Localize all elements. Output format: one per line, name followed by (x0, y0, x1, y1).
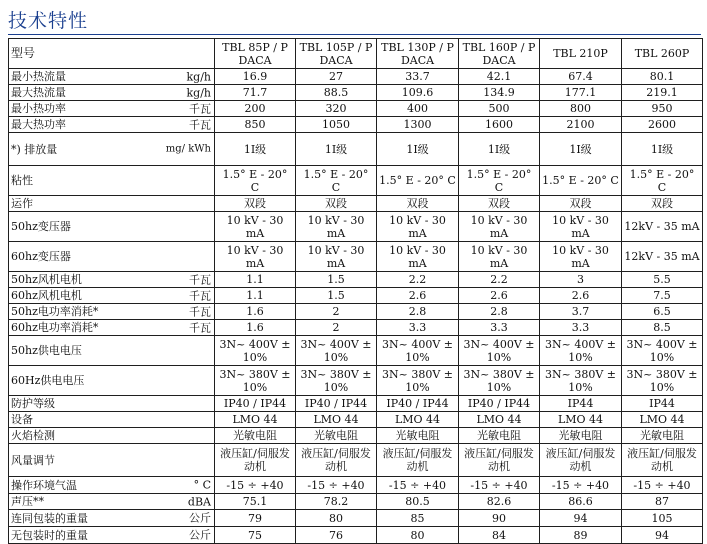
value-cell: 219.1 (622, 85, 703, 101)
value-cell: 10 kV - 30 mA (377, 212, 459, 242)
row-label-text: 最小热流量 (11, 70, 66, 83)
value-cell: 3N~ 380V ± 10% (540, 366, 622, 396)
value-cell: 1.5° E - 20° C (622, 166, 703, 196)
value-cell: 109.6 (377, 85, 459, 101)
value-cell: 双段 (296, 196, 377, 212)
value-cell: 12kV - 35 mA (622, 212, 703, 242)
value-cell: 10 kV - 30 mA (459, 212, 540, 242)
row-label (9, 304, 215, 320)
row-transformer-60hz (9, 242, 703, 272)
value-cell: 3N~ 400V ± 10% (622, 336, 703, 366)
value-cell: 液压缸/伺服发动机 (622, 444, 703, 477)
value-cell: 1.5° E - 20° C (459, 166, 540, 196)
value-cell: LMO 44 (296, 412, 377, 428)
header-row (9, 39, 703, 69)
row-supply-voltage-60hz (9, 366, 703, 396)
row-unit: 千瓦 (189, 305, 211, 318)
row-min-heat-power (9, 101, 703, 117)
value-cell: 2.8 (459, 304, 540, 320)
row-label-text: 最大热功率 (11, 118, 66, 131)
value-cell: -15 ÷ +40 (296, 477, 377, 494)
value-cell: 1.5 (296, 288, 377, 304)
value-cell: 71.7 (215, 85, 296, 101)
value-cell: 6.5 (622, 304, 703, 320)
value-cell: 1I级 (622, 133, 703, 166)
value-cell: 94 (622, 527, 703, 544)
value-cell: 10 kV - 30 mA (296, 242, 377, 272)
row-label (9, 320, 215, 336)
row-sound-pressure (9, 494, 703, 510)
row-label-text: *) 排放量 (11, 142, 58, 156)
model-header: TBL 85P / P DACA (215, 39, 296, 69)
value-cell: 75 (215, 527, 296, 544)
value-cell: 2.6 (377, 288, 459, 304)
value-cell: 双段 (622, 196, 703, 212)
row-label (9, 366, 215, 396)
value-cell: 3 (540, 272, 622, 288)
value-cell: -15 ÷ +40 (215, 477, 296, 494)
row-label (9, 117, 215, 133)
value-cell: 2100 (540, 117, 622, 133)
page-title: 技术特性 (8, 10, 89, 32)
row-label-text: 50hz电功率消耗* (11, 305, 99, 318)
row-label-text: 运作 (11, 197, 33, 210)
row-unit: mg/ kWh (165, 143, 211, 155)
row-label-text: 50hz风机电机 (11, 273, 82, 286)
value-cell: 82.6 (459, 494, 540, 510)
value-cell: LMO 44 (459, 412, 540, 428)
value-cell: 3N~ 380V ± 10% (622, 366, 703, 396)
value-cell: 3N~ 400V ± 10% (215, 336, 296, 366)
row-unit: 公斤 (189, 528, 211, 542)
row-unit: 千瓦 (189, 102, 211, 115)
value-cell: 1I级 (215, 133, 296, 166)
row-device (9, 412, 703, 428)
value-cell: IP40 / IP44 (296, 396, 377, 412)
header-label: 型号 (9, 39, 215, 69)
row-label (9, 101, 215, 117)
row-label (9, 272, 215, 288)
value-cell: 双段 (540, 196, 622, 212)
value-cell: 3N~ 400V ± 10% (540, 336, 622, 366)
row-power-consumption-50hz (9, 304, 703, 320)
value-cell: 33.7 (377, 69, 459, 85)
row-label-text: 声压** (11, 495, 44, 508)
row-unit: kg/h (186, 70, 211, 83)
value-cell: 800 (540, 101, 622, 117)
row-label-text: 防护等级 (11, 397, 55, 410)
value-cell: 2.8 (377, 304, 459, 320)
value-cell: 90 (459, 510, 540, 527)
row-label-text: 风量调节 (11, 453, 55, 467)
value-cell: LMO 44 (215, 412, 296, 428)
value-cell: 88.5 (296, 85, 377, 101)
value-cell: 84 (459, 527, 540, 544)
value-cell: 1I级 (459, 133, 540, 166)
value-cell: 42.1 (459, 69, 540, 85)
value-cell: 500 (459, 101, 540, 117)
value-cell: 液压缸/伺服发动机 (215, 444, 296, 477)
value-cell: 12kV - 35 mA (622, 242, 703, 272)
value-cell: 1.6 (215, 304, 296, 320)
row-max-heat-flow (9, 85, 703, 101)
value-cell: 89 (540, 527, 622, 544)
model-header: TBL 260P (622, 39, 703, 69)
value-cell: 1050 (296, 117, 377, 133)
value-cell: IP40 / IP44 (377, 396, 459, 412)
row-label (9, 428, 215, 444)
row-label-text: 无包装时的重量 (11, 528, 88, 542)
value-cell: 3N~ 380V ± 10% (296, 366, 377, 396)
row-ambient-temperature (9, 477, 703, 494)
value-cell: 双段 (377, 196, 459, 212)
value-cell: 10 kV - 30 mA (215, 242, 296, 272)
row-label-text: 60Hz供电电压 (11, 374, 85, 387)
value-cell: 80.5 (377, 494, 459, 510)
value-cell: IP40 / IP44 (459, 396, 540, 412)
value-cell: 75.1 (215, 494, 296, 510)
value-cell: -15 ÷ +40 (622, 477, 703, 494)
value-cell: 光敏电阻 (377, 428, 459, 444)
row-label (9, 133, 215, 166)
value-cell: 10 kV - 30 mA (296, 212, 377, 242)
value-cell: 1I级 (296, 133, 377, 166)
value-cell: 950 (622, 101, 703, 117)
row-label (9, 477, 215, 494)
value-cell: 液压缸/伺服发动机 (296, 444, 377, 477)
value-cell: 10 kV - 30 mA (540, 242, 622, 272)
row-weight-unpacked (9, 527, 703, 544)
value-cell: 85 (377, 510, 459, 527)
row-label (9, 69, 215, 85)
row-fan-motor-50hz (9, 272, 703, 288)
row-fan-motor-60hz (9, 288, 703, 304)
value-cell: 1.5° E - 20° C (377, 166, 459, 196)
row-unit: 千瓦 (189, 273, 211, 286)
row-label (9, 444, 215, 477)
row-unit: 公斤 (189, 511, 211, 525)
row-label-text: 操作环境气温 (11, 478, 77, 492)
value-cell: 850 (215, 117, 296, 133)
row-unit: 千瓦 (189, 118, 211, 131)
value-cell: 1.5° E - 20° C (215, 166, 296, 196)
value-cell: 1.1 (215, 272, 296, 288)
row-label-text: 粘性 (11, 174, 33, 187)
value-cell: 67.4 (540, 69, 622, 85)
model-header: TBL 210P (540, 39, 622, 69)
value-cell: 3.3 (377, 320, 459, 336)
row-label-text: 连同包装的重量 (11, 511, 88, 525)
value-cell: 80.1 (622, 69, 703, 85)
value-cell: 光敏电阻 (622, 428, 703, 444)
value-cell: 双段 (215, 196, 296, 212)
row-flame-detection (9, 428, 703, 444)
row-label (9, 396, 215, 412)
value-cell: 5.5 (622, 272, 703, 288)
spec-table (8, 38, 703, 544)
row-label (9, 336, 215, 366)
value-cell: 3N~ 400V ± 10% (377, 336, 459, 366)
value-cell: 光敏电阻 (296, 428, 377, 444)
value-cell: 10 kV - 30 mA (377, 242, 459, 272)
value-cell: 光敏电阻 (215, 428, 296, 444)
value-cell: 3.3 (459, 320, 540, 336)
value-cell: 液压缸/伺服发动机 (459, 444, 540, 477)
model-header: TBL 105P / P DACA (296, 39, 377, 69)
row-label-text: 60hz电功率消耗* (11, 321, 99, 334)
value-cell: 3N~ 380V ± 10% (377, 366, 459, 396)
value-cell: 10 kV - 30 mA (215, 212, 296, 242)
value-cell: 2 (296, 320, 377, 336)
value-cell: 400 (377, 101, 459, 117)
value-cell: 2 (296, 304, 377, 320)
value-cell: 1.6 (215, 320, 296, 336)
row-label (9, 85, 215, 101)
value-cell: 1600 (459, 117, 540, 133)
value-cell: 78.2 (296, 494, 377, 510)
value-cell: 光敏电阻 (540, 428, 622, 444)
value-cell: 16.9 (215, 69, 296, 85)
row-label-text: 60hz变压器 (11, 250, 71, 263)
row-unit: 千瓦 (189, 289, 211, 302)
value-cell: 79 (215, 510, 296, 527)
value-cell: 94 (540, 510, 622, 527)
row-air-regulation (9, 444, 703, 477)
row-label-text: 设备 (11, 413, 33, 426)
value-cell: 1.5° E - 20° C (296, 166, 377, 196)
value-cell: 3.7 (540, 304, 622, 320)
row-unit: 千瓦 (189, 321, 211, 334)
row-label (9, 242, 215, 272)
row-max-heat-power (9, 117, 703, 133)
row-protection-class (9, 396, 703, 412)
value-cell: 1I级 (540, 133, 622, 166)
value-cell: 2.6 (540, 288, 622, 304)
value-cell: 105 (622, 510, 703, 527)
row-label-text: 最大热流量 (11, 86, 66, 99)
value-cell: 80 (377, 527, 459, 544)
title-divider (8, 34, 701, 35)
value-cell: 1300 (377, 117, 459, 133)
value-cell: 86.6 (540, 494, 622, 510)
value-cell: 1I级 (377, 133, 459, 166)
row-label (9, 510, 215, 527)
value-cell: 液压缸/伺服发动机 (377, 444, 459, 477)
model-header: TBL 130P / P DACA (377, 39, 459, 69)
value-cell: 2.6 (459, 288, 540, 304)
row-label-text: 最小热功率 (11, 102, 66, 115)
value-cell: 3N~ 400V ± 10% (459, 336, 540, 366)
row-power-consumption-60hz (9, 320, 703, 336)
row-label (9, 212, 215, 242)
value-cell: LMO 44 (622, 412, 703, 428)
row-unit: kg/h (186, 86, 211, 99)
value-cell: 3N~ 380V ± 10% (215, 366, 296, 396)
row-label (9, 494, 215, 510)
value-cell: 3.3 (540, 320, 622, 336)
value-cell: IP40 / IP44 (215, 396, 296, 412)
model-header: TBL 160P / P DACA (459, 39, 540, 69)
value-cell: 200 (215, 101, 296, 117)
row-transformer-50hz (9, 212, 703, 242)
value-cell: 双段 (459, 196, 540, 212)
row-supply-voltage-50hz (9, 336, 703, 366)
value-cell: 液压缸/伺服发动机 (540, 444, 622, 477)
value-cell: 光敏电阻 (459, 428, 540, 444)
value-cell: 3N~ 380V ± 10% (459, 366, 540, 396)
row-emission (9, 133, 703, 166)
value-cell: 10 kV - 30 mA (540, 212, 622, 242)
row-label-text: 50hz供电电压 (11, 344, 82, 357)
value-cell: 2.2 (377, 272, 459, 288)
row-label (9, 288, 215, 304)
value-cell: 1.5° E - 20° C (540, 166, 622, 196)
value-cell: 1.5 (296, 272, 377, 288)
row-label-text: 60hz风机电机 (11, 289, 82, 302)
value-cell: -15 ÷ +40 (540, 477, 622, 494)
row-min-heat-flow (9, 69, 703, 85)
row-viscosity (9, 166, 703, 196)
row-label (9, 412, 215, 428)
value-cell: IP44 (622, 396, 703, 412)
row-unit: ° C (193, 478, 211, 492)
value-cell: LMO 44 (540, 412, 622, 428)
value-cell: 80 (296, 510, 377, 527)
value-cell: 1.1 (215, 288, 296, 304)
value-cell: -15 ÷ +40 (459, 477, 540, 494)
row-operation (9, 196, 703, 212)
value-cell: 76 (296, 527, 377, 544)
value-cell: 2.2 (459, 272, 540, 288)
row-unit: dBA (187, 495, 211, 508)
row-label-text: 50hz变压器 (11, 220, 71, 233)
value-cell: IP44 (540, 396, 622, 412)
value-cell: 320 (296, 101, 377, 117)
value-cell: LMO 44 (377, 412, 459, 428)
value-cell: 27 (296, 69, 377, 85)
value-cell: 8.5 (622, 320, 703, 336)
row-label-text: 火焰检测 (11, 429, 55, 442)
value-cell: 87 (622, 494, 703, 510)
row-weight-packed (9, 510, 703, 527)
row-label (9, 527, 215, 544)
value-cell: 177.1 (540, 85, 622, 101)
row-label (9, 166, 215, 196)
value-cell: 134.9 (459, 85, 540, 101)
row-label (9, 196, 215, 212)
value-cell: 2600 (622, 117, 703, 133)
value-cell: 10 kV - 30 mA (459, 242, 540, 272)
value-cell: 7.5 (622, 288, 703, 304)
value-cell: -15 ÷ +40 (377, 477, 459, 494)
value-cell: 3N~ 400V ± 10% (296, 336, 377, 366)
